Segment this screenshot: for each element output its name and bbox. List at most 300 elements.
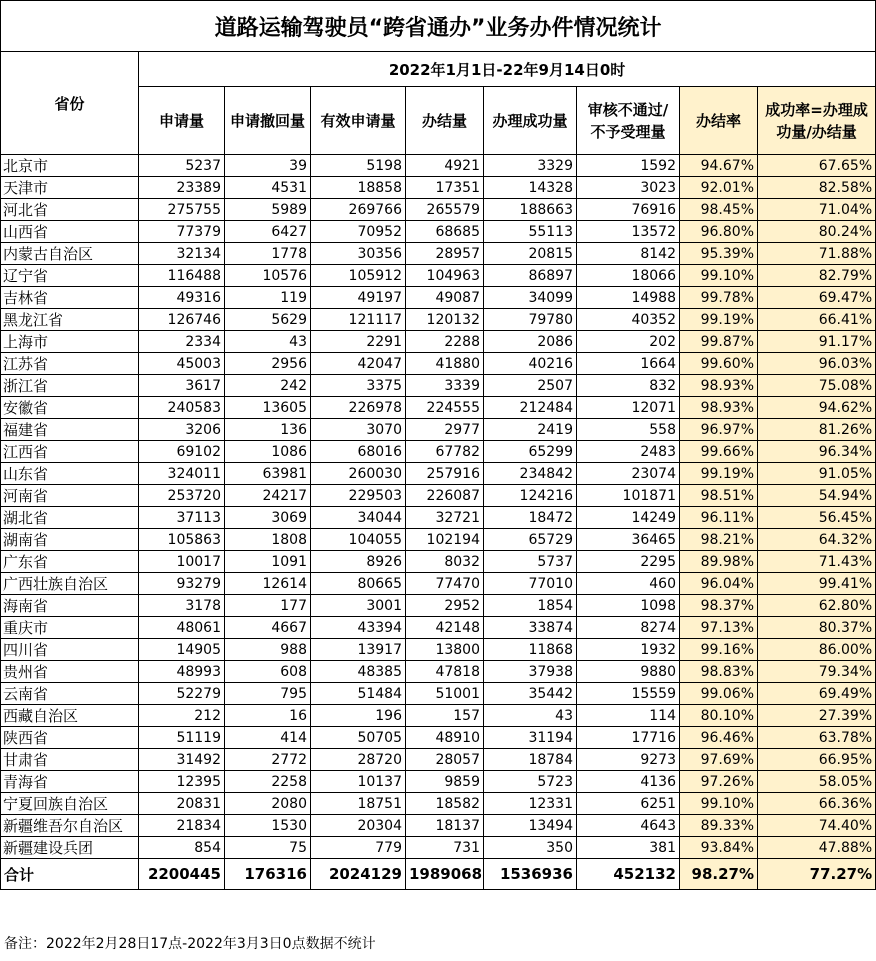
table-cell: 2977 — [406, 419, 484, 441]
table-cell: 99.87% — [680, 331, 758, 353]
table-cell: 188663 — [484, 199, 577, 221]
table-cell: 2295 — [577, 551, 680, 573]
table-cell: 75 — [225, 837, 311, 859]
table-row — [1, 463, 876, 485]
table-cell: 41880 — [406, 353, 484, 375]
province-name: 湖南省 — [1, 529, 139, 551]
column-header-applications: 申请量 — [139, 87, 225, 155]
province-name: 新疆维吾尔自治区 — [1, 815, 139, 837]
table-cell: 58.05% — [758, 771, 876, 793]
table-cell: 3069 — [225, 507, 311, 529]
table-cell: 4643 — [577, 815, 680, 837]
table-cell: 79.34% — [758, 661, 876, 683]
table-cell: 37938 — [484, 661, 577, 683]
table-cell: 56.45% — [758, 507, 876, 529]
table-cell: 35442 — [484, 683, 577, 705]
province-name: 河南省 — [1, 485, 139, 507]
table-cell: 98.93% — [680, 397, 758, 419]
province-name: 辽宁省 — [1, 265, 139, 287]
table-cell: 45003 — [139, 353, 225, 375]
total-cell: 2200445 — [139, 859, 225, 890]
table-row — [1, 397, 876, 419]
table-cell: 104055 — [311, 529, 406, 551]
table-cell: 854 — [139, 837, 225, 859]
table-cell: 96.11% — [680, 507, 758, 529]
province-name: 北京市 — [1, 155, 139, 177]
table-cell: 229503 — [311, 485, 406, 507]
table-cell: 9880 — [577, 661, 680, 683]
table-cell: 67.65% — [758, 155, 876, 177]
table-cell: 69102 — [139, 441, 225, 463]
table-cell: 12614 — [225, 573, 311, 595]
table-row — [1, 199, 876, 221]
table-cell: 3339 — [406, 375, 484, 397]
province-name: 贵州省 — [1, 661, 139, 683]
table-cell: 18858 — [311, 177, 406, 199]
table-cell: 66.41% — [758, 309, 876, 331]
table-cell: 96.04% — [680, 573, 758, 595]
table-cell: 1091 — [225, 551, 311, 573]
table-cell: 226978 — [311, 397, 406, 419]
table-cell: 14249 — [577, 507, 680, 529]
table-cell: 99.16% — [680, 639, 758, 661]
province-name: 广东省 — [1, 551, 139, 573]
table-title: 道路运输驾驶员“跨省通办”业务办件情况统计 — [1, 1, 876, 52]
table-cell: 95.39% — [680, 243, 758, 265]
province-name: 天津市 — [1, 177, 139, 199]
table-cell: 47818 — [406, 661, 484, 683]
table-cell: 37113 — [139, 507, 225, 529]
table-cell: 2086 — [484, 331, 577, 353]
table-cell: 18784 — [484, 749, 577, 771]
table-cell: 89.33% — [680, 815, 758, 837]
province-name: 内蒙古自治区 — [1, 243, 139, 265]
table-cell: 1592 — [577, 155, 680, 177]
column-header-rejected: 审核不通过/不予受理量 — [577, 87, 680, 155]
table-cell: 51119 — [139, 727, 225, 749]
table-cell: 14905 — [139, 639, 225, 661]
table-cell: 116488 — [139, 265, 225, 287]
table-row — [1, 375, 876, 397]
table-cell: 54.94% — [758, 485, 876, 507]
table-row — [1, 287, 876, 309]
table-cell: 10137 — [311, 771, 406, 793]
table-cell: 99.78% — [680, 287, 758, 309]
table-cell: 69.47% — [758, 287, 876, 309]
province-name: 山西省 — [1, 221, 139, 243]
table-cell: 71.88% — [758, 243, 876, 265]
table-cell: 1664 — [577, 353, 680, 375]
table-cell: 31492 — [139, 749, 225, 771]
table-cell: 5629 — [225, 309, 311, 331]
table-cell: 269766 — [311, 199, 406, 221]
table-cell: 52279 — [139, 683, 225, 705]
table-cell: 49197 — [311, 287, 406, 309]
table-row — [1, 771, 876, 793]
province-name: 江西省 — [1, 441, 139, 463]
table-cell: 20831 — [139, 793, 225, 815]
table-cell: 3178 — [139, 595, 225, 617]
table-cell: 2258 — [225, 771, 311, 793]
table-cell: 48385 — [311, 661, 406, 683]
table-cell: 608 — [225, 661, 311, 683]
table-cell: 50705 — [311, 727, 406, 749]
total-row — [1, 859, 876, 890]
table-cell: 86.00% — [758, 639, 876, 661]
table-cell: 96.03% — [758, 353, 876, 375]
table-cell: 350 — [484, 837, 577, 859]
table-cell: 102194 — [406, 529, 484, 551]
table-cell: 12071 — [577, 397, 680, 419]
table-cell: 86897 — [484, 265, 577, 287]
table-cell: 42148 — [406, 617, 484, 639]
table-row — [1, 155, 876, 177]
table-cell: 275755 — [139, 199, 225, 221]
table-cell: 6427 — [225, 221, 311, 243]
table-cell: 63.78% — [758, 727, 876, 749]
table-cell: 23389 — [139, 177, 225, 199]
table-cell: 99.10% — [680, 265, 758, 287]
column-header-valid-applications: 有效申请量 — [311, 87, 406, 155]
table-cell: 2956 — [225, 353, 311, 375]
table-cell: 28720 — [311, 749, 406, 771]
province-name: 福建省 — [1, 419, 139, 441]
table-cell: 99.66% — [680, 441, 758, 463]
table-cell: 120132 — [406, 309, 484, 331]
table-row — [1, 793, 876, 815]
table-cell: 40352 — [577, 309, 680, 331]
table-cell: 4667 — [225, 617, 311, 639]
footnote: 备注：2022年2月28日17点-2022年3月3日0点数据不统计 — [4, 936, 376, 952]
table-body — [1, 155, 876, 859]
province-name: 黑龙江省 — [1, 309, 139, 331]
table-cell: 460 — [577, 573, 680, 595]
table-cell: 42047 — [311, 353, 406, 375]
table-cell: 12331 — [484, 793, 577, 815]
table-cell: 4531 — [225, 177, 311, 199]
table-cell: 99.19% — [680, 463, 758, 485]
province-name: 重庆市 — [1, 617, 139, 639]
table-cell: 89.98% — [680, 551, 758, 573]
table-cell: 5198 — [311, 155, 406, 177]
table-cell: 101871 — [577, 485, 680, 507]
table-cell: 48061 — [139, 617, 225, 639]
total-label: 合计 — [1, 859, 139, 890]
table-cell: 70952 — [311, 221, 406, 243]
table-cell: 8142 — [577, 243, 680, 265]
province-name: 陕西省 — [1, 727, 139, 749]
table-cell: 28057 — [406, 749, 484, 771]
table-cell: 98.51% — [680, 485, 758, 507]
table-cell: 98.21% — [680, 529, 758, 551]
table-cell: 2334 — [139, 331, 225, 353]
province-name: 山东省 — [1, 463, 139, 485]
table-cell: 16 — [225, 705, 311, 727]
table-cell: 2419 — [484, 419, 577, 441]
table-cell: 4136 — [577, 771, 680, 793]
table-cell: 18751 — [311, 793, 406, 815]
table-cell: 2288 — [406, 331, 484, 353]
table-cell: 779 — [311, 837, 406, 859]
column-header-success-rate: 成功率=办理成功量/办结量 — [758, 87, 876, 155]
table-cell: 49087 — [406, 287, 484, 309]
table-cell: 43 — [225, 331, 311, 353]
province-name: 安徽省 — [1, 397, 139, 419]
table-cell: 40216 — [484, 353, 577, 375]
table-cell: 76916 — [577, 199, 680, 221]
table-cell: 157 — [406, 705, 484, 727]
table-cell: 39 — [225, 155, 311, 177]
table-row — [1, 705, 876, 727]
table-cell: 96.80% — [680, 221, 758, 243]
table-row — [1, 837, 876, 859]
table-cell: 8274 — [577, 617, 680, 639]
table-cell: 62.80% — [758, 595, 876, 617]
table-cell: 79780 — [484, 309, 577, 331]
table-cell: 36465 — [577, 529, 680, 551]
table-cell: 30356 — [311, 243, 406, 265]
table-cell: 196 — [311, 705, 406, 727]
table-cell: 31194 — [484, 727, 577, 749]
table-row — [1, 573, 876, 595]
period-header: 2022年1月1日-22年9月14日0时 — [139, 52, 876, 87]
table-cell: 47.88% — [758, 837, 876, 859]
table-cell: 51484 — [311, 683, 406, 705]
province-name: 湖北省 — [1, 507, 139, 529]
total-cell: 2024129 — [311, 859, 406, 890]
province-name: 新疆建设兵团 — [1, 837, 139, 859]
table-cell: 226087 — [406, 485, 484, 507]
table-cell: 97.26% — [680, 771, 758, 793]
table-cell: 14328 — [484, 177, 577, 199]
table-cell: 2291 — [311, 331, 406, 353]
table-row — [1, 639, 876, 661]
table-cell: 65299 — [484, 441, 577, 463]
table-cell: 1932 — [577, 639, 680, 661]
table-cell: 93.84% — [680, 837, 758, 859]
table-cell: 2483 — [577, 441, 680, 463]
table-cell: 80.37% — [758, 617, 876, 639]
table-cell: 3023 — [577, 177, 680, 199]
table-cell: 119 — [225, 287, 311, 309]
table-cell: 8032 — [406, 551, 484, 573]
table-cell: 13800 — [406, 639, 484, 661]
table-cell: 381 — [577, 837, 680, 859]
table-cell: 32134 — [139, 243, 225, 265]
table-cell: 80.24% — [758, 221, 876, 243]
table-cell: 80.10% — [680, 705, 758, 727]
table-cell: 94.67% — [680, 155, 758, 177]
table-cell: 23074 — [577, 463, 680, 485]
table-cell: 2772 — [225, 749, 311, 771]
table-cell: 98.83% — [680, 661, 758, 683]
table-cell: 48910 — [406, 727, 484, 749]
table-cell: 64.32% — [758, 529, 876, 551]
table-cell: 17716 — [577, 727, 680, 749]
table-cell: 27.39% — [758, 705, 876, 727]
table-row — [1, 617, 876, 639]
total-cell: 77.27% — [758, 859, 876, 890]
province-name: 吉林省 — [1, 287, 139, 309]
table-cell: 97.69% — [680, 749, 758, 771]
table-cell: 48993 — [139, 661, 225, 683]
table-cell: 18472 — [484, 507, 577, 529]
table-cell: 12395 — [139, 771, 225, 793]
table-cell: 5237 — [139, 155, 225, 177]
table-cell: 74.40% — [758, 815, 876, 837]
table-cell: 66.95% — [758, 749, 876, 771]
table-cell: 98.93% — [680, 375, 758, 397]
table-row — [1, 815, 876, 837]
table-cell: 99.10% — [680, 793, 758, 815]
table-cell: 21834 — [139, 815, 225, 837]
table-cell: 414 — [225, 727, 311, 749]
table-row — [1, 683, 876, 705]
table-cell: 2507 — [484, 375, 577, 397]
table-cell: 93279 — [139, 573, 225, 595]
table-cell: 77379 — [139, 221, 225, 243]
table-cell: 75.08% — [758, 375, 876, 397]
table-row — [1, 419, 876, 441]
table-cell: 212484 — [484, 397, 577, 419]
table-cell: 253720 — [139, 485, 225, 507]
table-cell: 10576 — [225, 265, 311, 287]
table-cell: 28957 — [406, 243, 484, 265]
table-row — [1, 749, 876, 771]
table-cell: 67782 — [406, 441, 484, 463]
province-column-header: 省份 — [1, 52, 139, 155]
table-row — [1, 265, 876, 287]
table-cell: 1530 — [225, 815, 311, 837]
province-name: 河北省 — [1, 199, 139, 221]
column-header-successful: 办理成功量 — [484, 87, 577, 155]
province-name: 云南省 — [1, 683, 139, 705]
province-name: 广西壮族自治区 — [1, 573, 139, 595]
province-name: 西藏自治区 — [1, 705, 139, 727]
table-cell: 558 — [577, 419, 680, 441]
province-name: 浙江省 — [1, 375, 139, 397]
table-row — [1, 309, 876, 331]
table-cell: 99.06% — [680, 683, 758, 705]
table-cell: 43 — [484, 705, 577, 727]
table-cell: 13605 — [225, 397, 311, 419]
table-cell: 988 — [225, 639, 311, 661]
table-cell: 795 — [225, 683, 311, 705]
table-cell: 13494 — [484, 815, 577, 837]
table-cell: 9859 — [406, 771, 484, 793]
table-cell: 99.41% — [758, 573, 876, 595]
column-header-completed: 办结量 — [406, 87, 484, 155]
table-cell: 3617 — [139, 375, 225, 397]
table-cell: 32721 — [406, 507, 484, 529]
table-cell: 77010 — [484, 573, 577, 595]
table-cell: 24217 — [225, 485, 311, 507]
table-cell: 68685 — [406, 221, 484, 243]
table-cell: 82.79% — [758, 265, 876, 287]
province-name: 江苏省 — [1, 353, 139, 375]
table-cell: 4921 — [406, 155, 484, 177]
table-cell: 126746 — [139, 309, 225, 331]
table-row — [1, 331, 876, 353]
table-cell: 105912 — [311, 265, 406, 287]
table-row — [1, 529, 876, 551]
table-row — [1, 485, 876, 507]
province-name: 青海省 — [1, 771, 139, 793]
table-cell: 18137 — [406, 815, 484, 837]
table-cell: 98.37% — [680, 595, 758, 617]
table-cell: 96.97% — [680, 419, 758, 441]
table-cell: 81.26% — [758, 419, 876, 441]
table-cell: 13917 — [311, 639, 406, 661]
table-row — [1, 243, 876, 265]
table-cell: 68016 — [311, 441, 406, 463]
table-cell: 3001 — [311, 595, 406, 617]
table-cell: 18066 — [577, 265, 680, 287]
table-cell: 34099 — [484, 287, 577, 309]
table-cell: 33874 — [484, 617, 577, 639]
table-cell: 43394 — [311, 617, 406, 639]
province-name: 四川省 — [1, 639, 139, 661]
table-cell: 97.13% — [680, 617, 758, 639]
table-cell: 2080 — [225, 793, 311, 815]
table-row — [1, 507, 876, 529]
table-cell: 92.01% — [680, 177, 758, 199]
table-row — [1, 441, 876, 463]
table-cell: 96.46% — [680, 727, 758, 749]
table-cell: 177 — [225, 595, 311, 617]
table-cell: 6251 — [577, 793, 680, 815]
table-row — [1, 727, 876, 749]
table-cell: 65729 — [484, 529, 577, 551]
table-cell: 3206 — [139, 419, 225, 441]
table-cell: 34044 — [311, 507, 406, 529]
column-header-completion-rate: 办结率 — [680, 87, 758, 155]
table-cell: 10017 — [139, 551, 225, 573]
table-cell: 114 — [577, 705, 680, 727]
table-cell: 63981 — [225, 463, 311, 485]
table-cell: 832 — [577, 375, 680, 397]
table-cell: 224555 — [406, 397, 484, 419]
table-cell: 124216 — [484, 485, 577, 507]
table-cell: 265579 — [406, 199, 484, 221]
column-header-withdrawn: 申请撤回量 — [225, 87, 311, 155]
table-row — [1, 221, 876, 243]
table-cell: 14988 — [577, 287, 680, 309]
table-cell: 20304 — [311, 815, 406, 837]
total-cell: 452132 — [577, 859, 680, 890]
total-cell: 1536936 — [484, 859, 577, 890]
table-cell: 260030 — [311, 463, 406, 485]
table-row — [1, 353, 876, 375]
table-cell: 49316 — [139, 287, 225, 309]
table-cell: 1854 — [484, 595, 577, 617]
table-cell: 71.04% — [758, 199, 876, 221]
table-cell: 234842 — [484, 463, 577, 485]
table-cell: 202 — [577, 331, 680, 353]
table-cell: 77470 — [406, 573, 484, 595]
table-cell: 136 — [225, 419, 311, 441]
table-cell: 731 — [406, 837, 484, 859]
table-cell: 257916 — [406, 463, 484, 485]
table-cell: 13572 — [577, 221, 680, 243]
total-cell: 176316 — [225, 859, 311, 890]
table-cell: 5723 — [484, 771, 577, 793]
table-cell: 212 — [139, 705, 225, 727]
table-cell: 18582 — [406, 793, 484, 815]
table-row — [1, 177, 876, 199]
table-cell: 3375 — [311, 375, 406, 397]
table-cell: 94.62% — [758, 397, 876, 419]
